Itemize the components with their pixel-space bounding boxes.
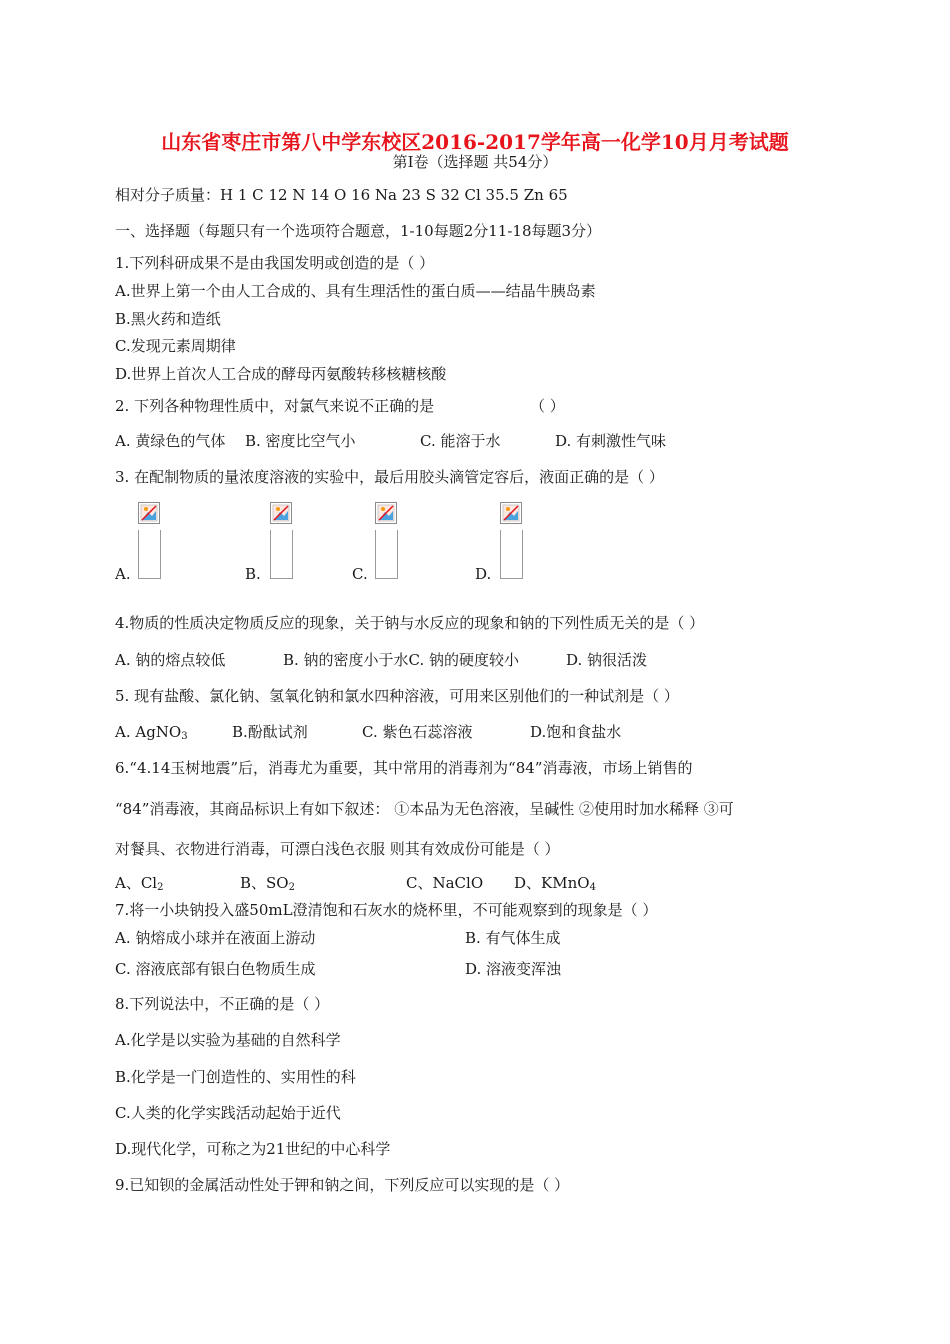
q6-option-c: C、NaClO: [406, 874, 484, 892]
q2-option-b: B. 密度比空气小: [245, 432, 356, 450]
q3-tube-b: [270, 530, 293, 579]
q1-option-b: B.黑火药和造纸: [115, 310, 221, 328]
q3-option-a: A.: [115, 565, 131, 583]
q5-option-b: B.酚酞试剂: [232, 723, 308, 741]
q1-option-a: A.世界上第一个由人工合成的、具有生理活性的蛋白质——结晶牛胰岛素: [115, 282, 596, 300]
q2-answer-paren: （ ）: [530, 397, 565, 415]
q1-stem: 1.下列科研成果不是由我国发明或创造的是（ ）: [115, 254, 435, 272]
q2-option-d: D. 有刺激性气味: [555, 432, 667, 450]
q5-option-d: D.饱和食盐水: [530, 723, 622, 741]
q8-stem: 8.下列说法中，不正确的是（ ）: [115, 995, 330, 1013]
q6-line-1: 6.“4.14玉树地震”后，消毒尤为重要，其中常用的消毒剂为“84”消毒液，市场上销售的: [115, 759, 693, 777]
q3-image-b-icon: [270, 502, 292, 524]
q6-option-d: D、KMnO$_4$: [514, 874, 596, 893]
q3-option-b: B.: [245, 565, 261, 583]
q1-option-c: C.发现元素周期律: [115, 337, 236, 355]
q5-option-c: C. 紫色石蕊溶液: [362, 723, 473, 741]
q7-option-b: B. 有气体生成: [465, 929, 561, 947]
q8-option-c: C.人类的化学实践活动起始于近代: [115, 1104, 341, 1122]
exam-title: 山东省枣庄市第八中学东校区2016-2017学年高一化学10月月考试题: [161, 130, 789, 154]
q6-option-b: B、$SO_2$: [240, 874, 295, 893]
section-heading: 一、选择题（每题只有一个选项符合题意，1-10每题2分11-18每题3分）: [115, 222, 602, 240]
q3-image-c-icon: [375, 502, 397, 524]
q8-option-d: D.现代化学，可称之为21世纪的中心科学: [115, 1140, 391, 1158]
q3-option-c: C.: [352, 565, 368, 583]
q2-option-c: C. 能溶于水: [420, 432, 501, 450]
q6-line-2: “84”消毒液，其商品标识上有如下叙述： ①本品为无色溶液，呈碱性 ②使用时加水稀释 ③可: [115, 800, 734, 818]
q4-option-a: A. 钠的熔点较低: [115, 651, 226, 669]
atomic-mass-line: 相对分子质量：H 1 C 12 N 14 O 16 Na 23 S 32 Cl 35.5 Zn 65: [115, 186, 568, 204]
q2-stem: 2. 下列各种物理性质中，对氯气来说不正确的是: [115, 397, 435, 415]
q1-option-d: D.世界上首次人工合成的酵母丙氨酸转移核糖核酸: [115, 365, 447, 383]
q3-tube-c: [375, 530, 398, 579]
q3-tube-d: [500, 530, 523, 579]
q7-option-c: C. 溶液底部有银白色物质生成: [115, 960, 316, 978]
q8-option-b: B.化学是一门创造性的、实用性的科: [115, 1068, 356, 1086]
q5-stem: 5. 现有盐酸、氯化钠、氢氧化钠和氯水四种溶液，可用来区别他们的一种试剂是（ ）: [115, 687, 679, 705]
q7-option-d: D. 溶液变浑浊: [465, 960, 562, 978]
q3-stem: 3. 在配制物质的量浓度溶液的实验中，最后用胶头滴管定容后，液面正确的是（ ）: [115, 468, 664, 486]
q3-image-d-icon: [500, 502, 522, 524]
q5-option-a: A. AgNO$_3$: [115, 723, 188, 742]
q3-option-d: D.: [475, 565, 492, 583]
q4-option-d: D. 钠很活泼: [566, 651, 648, 669]
q3-tube-a: [138, 530, 161, 579]
q6-line-3: 对餐具、衣物进行消毒，可漂白浅色衣服 则其有效成份可能是（ ）: [115, 840, 560, 858]
q7-option-a: A. 钠熔成小球并在液面上游动: [115, 929, 316, 947]
q4-stem: 4.物质的性质决定物质反应的现象，关于钠与水反应的现象和钠的下列性质无关的是（ ）: [115, 614, 705, 632]
q4-option-bc: B. 钠的密度小于水C. 钠的硬度较小: [283, 651, 520, 669]
q9-stem: 9.已知钡的金属活动性处于钾和钠之间，下列反应可以实现的是（ ）: [115, 1176, 570, 1194]
q6-option-a: A、$Cl_2$: [115, 874, 164, 893]
q7-stem: 7.将一小块钠投入盛50mL澄清饱和石灰水的烧杯里，不可能观察到的现象是（ ）: [115, 901, 658, 919]
q3-image-a-icon: [138, 502, 160, 524]
q2-option-a: A. 黄绿色的气体: [115, 432, 226, 450]
exam-subtitle: 第Ⅰ卷（选择题 共54分）: [392, 153, 558, 171]
q8-option-a: A.化学是以实验为基础的自然科学: [115, 1031, 341, 1049]
